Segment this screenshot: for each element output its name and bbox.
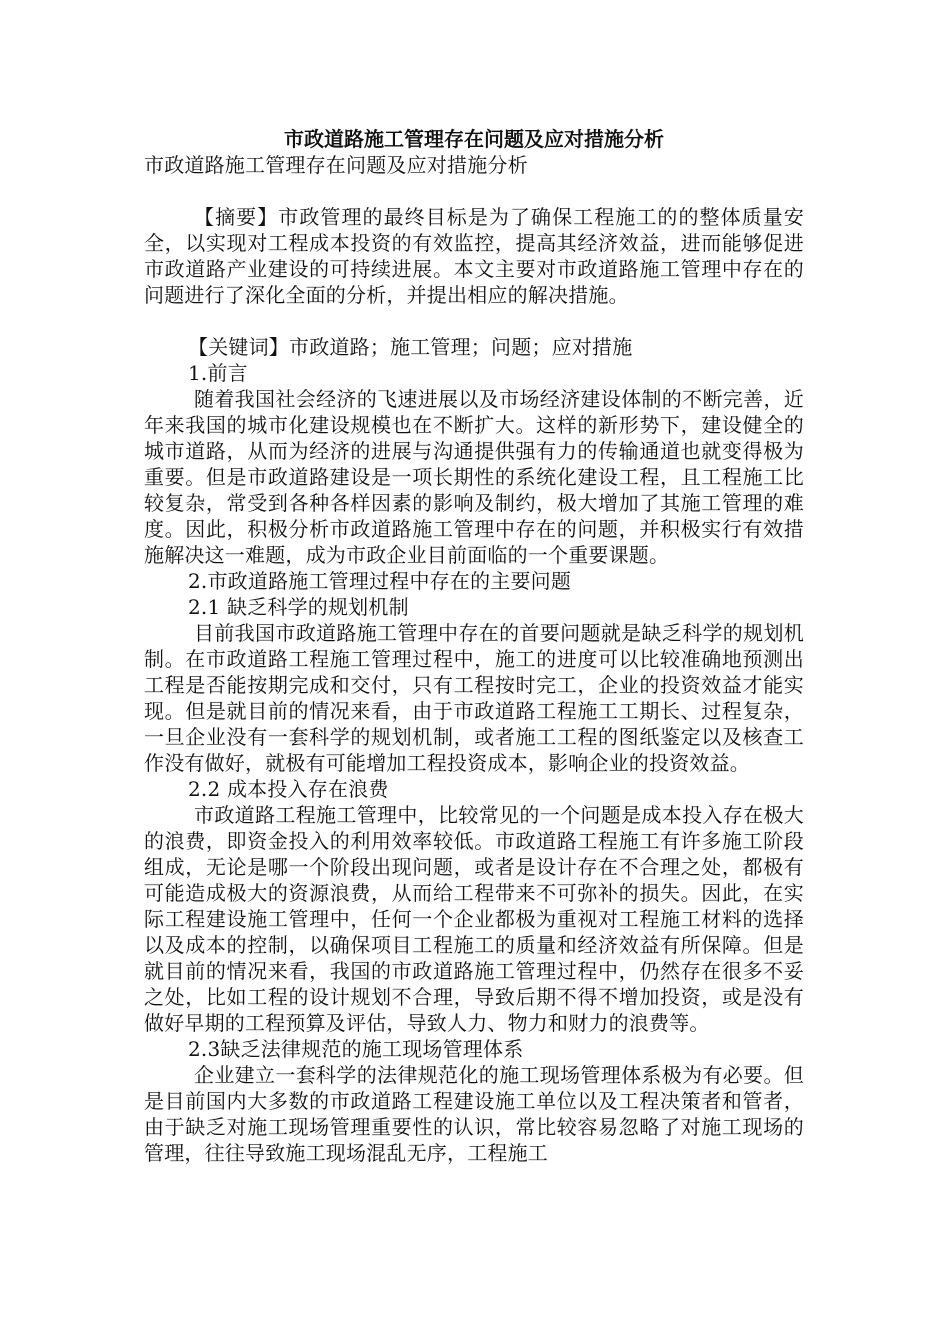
abstract-paragraph: 【摘要】市政管理的最终目标是为了确保工程施工的的整体质量安全，以实现对工程成本投资的有效监控，提高其经济效益，进而能够促进市政道路产业建设的可持续进展。本文主要对市政道路施工管理中存在的问题进行了深化全面的分析，并提出相应的解决措施。: [144, 205, 804, 307]
section-heading-2: 2.市政道路施工管理过程中存在的主要问题: [188, 569, 572, 593]
section-heading-2-1: 2.1 缺乏科学的规划机制: [188, 595, 409, 619]
section-2-2-paragraph: 市政道路工程施工管理中，比较常见的一个问题是成本投入存在极大的浪费，即资金投入的利用效率较低。市政道路工程施工有许多施工阶段组成，无论是哪一个阶段出现问题，或者是设计存在不合理之处，都极有可能造成极大的资源浪费，从而给工程带来不可弥补的损失。因此，在实际工程建设施工管理中，任何一个企业都极为重视对工程施工材料的选择以及成本的控制，以确保项目工程施工的质量和经济效益有所保障。但是就目前的情况来看，我国的市政道路施工管理过程中，仍然存在很多不妥之处，比如工程的设计规划不合理，导致后期不得不增加投资，或是没有做好早期的工程预算及评估，导致人力、物力和财力的浪费等。: [144, 803, 804, 1035]
document-page: [144, 118, 804, 1166]
document-subtitle: 市政道路施工管理存在问题及应对措施分析: [144, 153, 528, 177]
section-2-3-paragraph: 企业建立一套科学的法律规范化的施工现场管理体系极为有必要。但是目前国内大多数的市政道路工程建设施工单位以及工程决策者和管者，由于缺乏对施工现场管理重要性的认识，常比较容易忽略了对施工现场的管理，往往导致施工现场混乱无序，工程施工: [144, 1063, 804, 1165]
document-title: 市政道路施工管理存在问题及应对措施分析: [284, 127, 664, 151]
keywords-line: 【关键词】市政道路；施工管理；问题；应对措施: [188, 335, 633, 359]
section-heading-2-2: 2.2 成本投入存在浪费: [188, 777, 389, 801]
section-1-paragraph: 随着我国社会经济的飞速进展以及市场经济建设体制的不断完善，近年来我国的城市化建设规模也在不断扩大。这样的新形势下，建设健全的城市道路，从而为经济的进展与沟通提供强有力的传输通道也就变得极为重要。但是市政道路建设是一项长期性的系统化建设工程，且工程施工比较复杂，常受到各种各样因素的影响及制约，极大增加了其施工管理的难度。因此，积极分析市政道路施工管理中存在的问题，并积极实行有效措施解决这一难题，成为市政企业目前面临的一个重要课题。: [144, 387, 804, 567]
section-heading-2-3: 2.3缺乏法律规范的施工现场管理体系: [188, 1037, 524, 1061]
spacer: [144, 178, 804, 204]
spacer: [144, 308, 804, 334]
section-heading-1: 1.前言: [188, 361, 248, 385]
section-2-1-paragraph: 目前我国市政道路施工管理中存在的首要问题就是缺乏科学的规划机制。在市政道路工程施工管理过程中，施工的进度可以比较准确地预测出工程是否能按期完成和交付，只有工程按时完工，企业的投资效益才能实现。但是就目前的情况来看，由于市政道路工程施工工期长、过程复杂，一旦企业没有一套科学的规划机制，或者施工工程的图纸鉴定以及核查工作没有做好，就极有可能增加工程投资成本，影响企业的投资效益。: [144, 621, 804, 775]
